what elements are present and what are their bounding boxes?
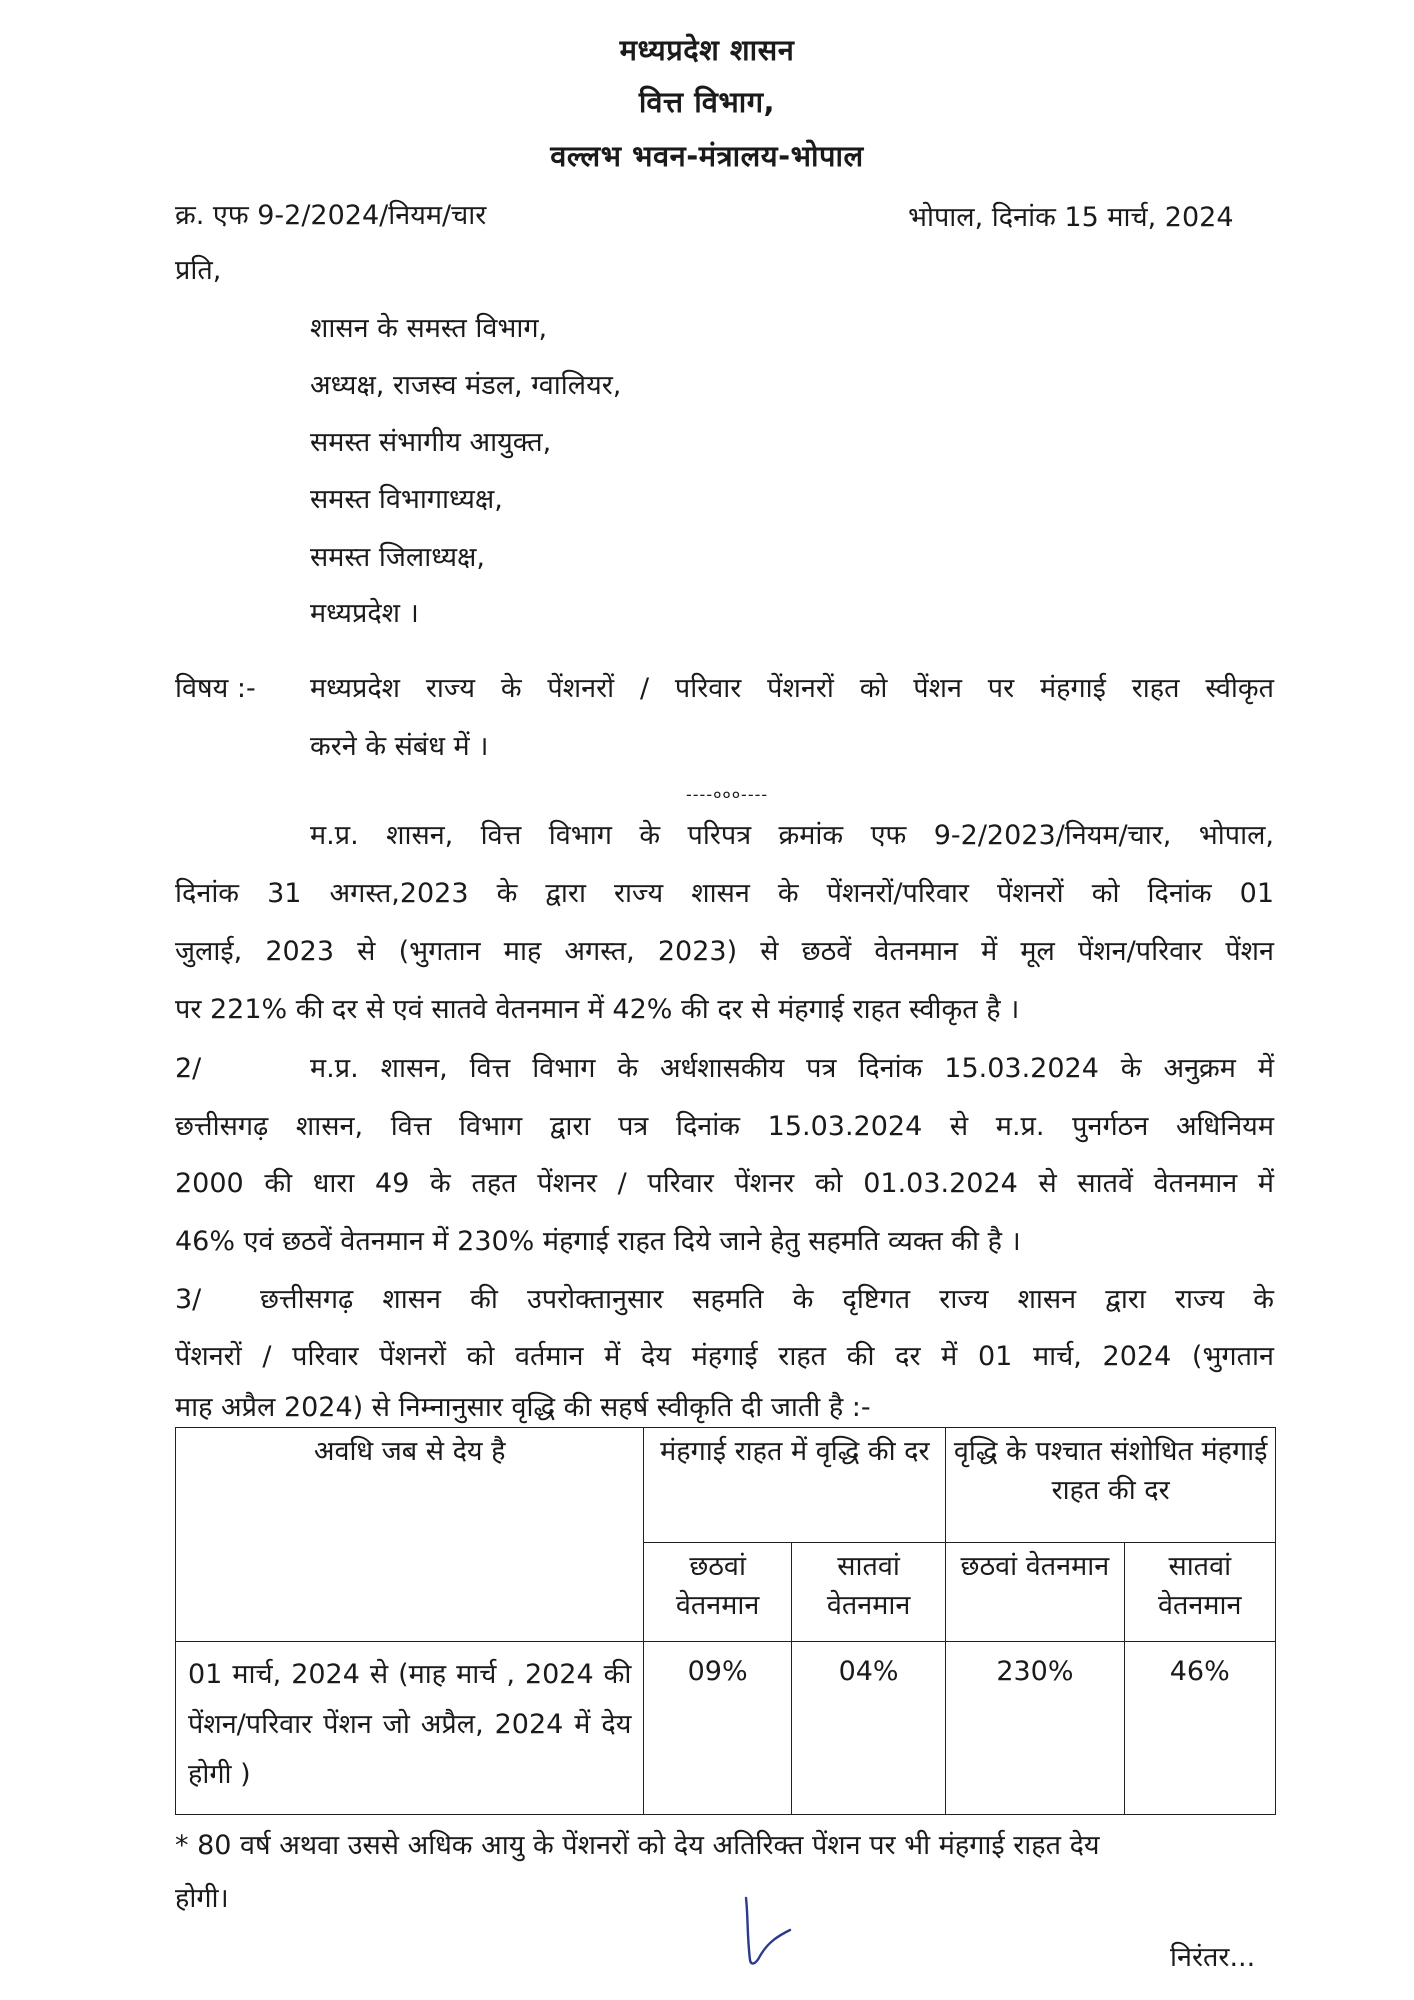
increase-7th-value: 04% [838, 1656, 899, 1687]
header-increase: मंहगाई राहत में वृद्धि की दर [660, 1436, 930, 1467]
header-increase-cell [644, 1428, 946, 1543]
header-period: अवधि जब से देय है [313, 1436, 506, 1467]
recipient: समस्त संभागीय आयुक्त, [310, 427, 552, 458]
para2-line: छत्तीसगढ़ शासन, वित्त विभाग द्वारा पत्र दिनांक 15.03.2024 से म.प्र. पुनर्गठन अधिनियम [175, 1111, 1274, 1142]
header-department: वित्त विभाग, [638, 85, 776, 119]
note-line: * 80 वर्ष अथवा उससे अधिक आयु के पेंशनरों को देय अतिरिक्त पेंशन पर भी मंहगाई राहत देय [175, 1830, 1100, 1861]
revised-7th-value: 46% [1169, 1656, 1230, 1687]
recipient: समस्त जिलाध्यक्ष, [310, 542, 485, 573]
subheader-cell [946, 1543, 1124, 1642]
para2-line: म.प्र. शासन, वित्त विभाग के अर्धशासकीय पत्र दिनांक 15.03.2024 के अनुक्रम में [310, 1053, 1274, 1084]
note-line: होगी। [175, 1883, 229, 1914]
para1-line: जुलाई, 2023 से (भुगतान माह अगस्त, 2023) से छठवें वेतनमान में मूल पेंशन/परिवार पेंशन [175, 936, 1274, 967]
recipient: मध्यप्रदेश । [310, 598, 419, 629]
subheader-6th-pay: छठवां वेतनमान [675, 1551, 760, 1622]
value-cell [1124, 1642, 1275, 1815]
para2-line: 2000 की धारा 49 के तहत पेंशनर / परिवार पेंशनर को 01.03.2024 से सातवें वेतनमान में [175, 1168, 1274, 1199]
para1-line: पर 221% की दर से एवं सातवे वेतनमान में 42% की दर से मंहगाई राहत स्वीकृत है । [175, 994, 1020, 1025]
value-cell [946, 1642, 1124, 1815]
subheader-7th-pay: सातवां वेतनमान [1158, 1551, 1242, 1622]
para1-line: दिनांक 31 अगस्त,2023 के द्वारा राज्य शासन के पेंशनरों/परिवार पेंशनरों को दिनांक 01 [175, 878, 1274, 909]
reference-number: क्र. एफ 9-2/2024/नियम/चार [175, 200, 487, 231]
subject-line: करने के संबंध में । [310, 731, 489, 762]
header-period-cell [176, 1428, 644, 1642]
period-text: 01 मार्च, 2024 से (माह मार्च , 2024 की पेंशन/परिवार पेंशन जो अप्रैल, 2024 में देय होगी ) [188, 1659, 632, 1790]
subject-line: मध्यप्रदेश राज्य के पेंशनरों / परिवार पेंशनरों को पेंशन पर मंहगाई राहत स्वीकृत [310, 673, 1274, 704]
subheader-6th-pay: छठवां वेतनमान [960, 1551, 1110, 1582]
header-revised-cell [946, 1428, 1276, 1543]
para3-line: पेंशनरों / परिवार पेंशनरों को वर्तमान में देय मंहगाई राहत की दर में 01 मार्च, 2024 (भुगतान [175, 1341, 1274, 1372]
da-rate-table [175, 1427, 1276, 1815]
to-label: प्रति, [175, 255, 222, 286]
subheader-7th-pay: सातवां वेतनमान [826, 1551, 911, 1622]
para3-number: 3/ [175, 1284, 202, 1315]
recipient: शासन के समस्त विभाग, [310, 313, 548, 344]
reference-date: भोपाल, दिनांक 15 मार्च, 2024 [908, 202, 1234, 233]
signature-mark [738, 1890, 798, 1970]
continued-marker: निरंतर... [1170, 1942, 1256, 1973]
value-cell [791, 1642, 945, 1815]
para2-number: 2/ [175, 1053, 202, 1084]
header-revised: वृद्धि के पश्चात संशोधित मंहगाई राहत की दर [953, 1436, 1268, 1507]
subject-label: विषय :- [175, 673, 256, 704]
recipient: समस्त विभागाध्यक्ष, [310, 484, 503, 515]
subheader-cell [1124, 1543, 1275, 1642]
para3-line: छत्तीसगढ़ शासन की उपरोक्तानुसार सहमति के दृष्टिगत राज्य शासन द्वारा राज्य के [260, 1284, 1274, 1315]
para2-line: 46% एवं छठवें वेतनमान में 230% मंहगाई राहत दिये जाने हेतु सहमति व्यक्त की है । [175, 1226, 1021, 1257]
revised-6th-value: 230% [996, 1656, 1074, 1687]
separator: ----०००---- [686, 785, 769, 804]
recipient: अध्यक्ष, राजस्व मंडल, ग्वालियर, [310, 370, 622, 401]
value-cell [644, 1642, 792, 1815]
para1-line: म.प्र. शासन, वित्त विभाग के परिपत्र क्रमांक एफ 9-2/2023/नियम/चार, भोपाल, [310, 820, 1274, 851]
subheader-cell [791, 1543, 945, 1642]
table-row [176, 1642, 1276, 1815]
header-govt: मध्यप्रदेश शासन [619, 33, 795, 67]
increase-6th-value: 09% [687, 1656, 748, 1687]
header-address: वल्लभ भवन-मंत्रालय-भोपाल [550, 139, 864, 173]
period-cell [176, 1642, 644, 1815]
subheader-cell [644, 1543, 792, 1642]
para3-line: माह अप्रैल 2024) से निम्नानुसार वृद्धि की सहर्ष स्वीकृति दी जाती है :- [175, 1392, 871, 1423]
